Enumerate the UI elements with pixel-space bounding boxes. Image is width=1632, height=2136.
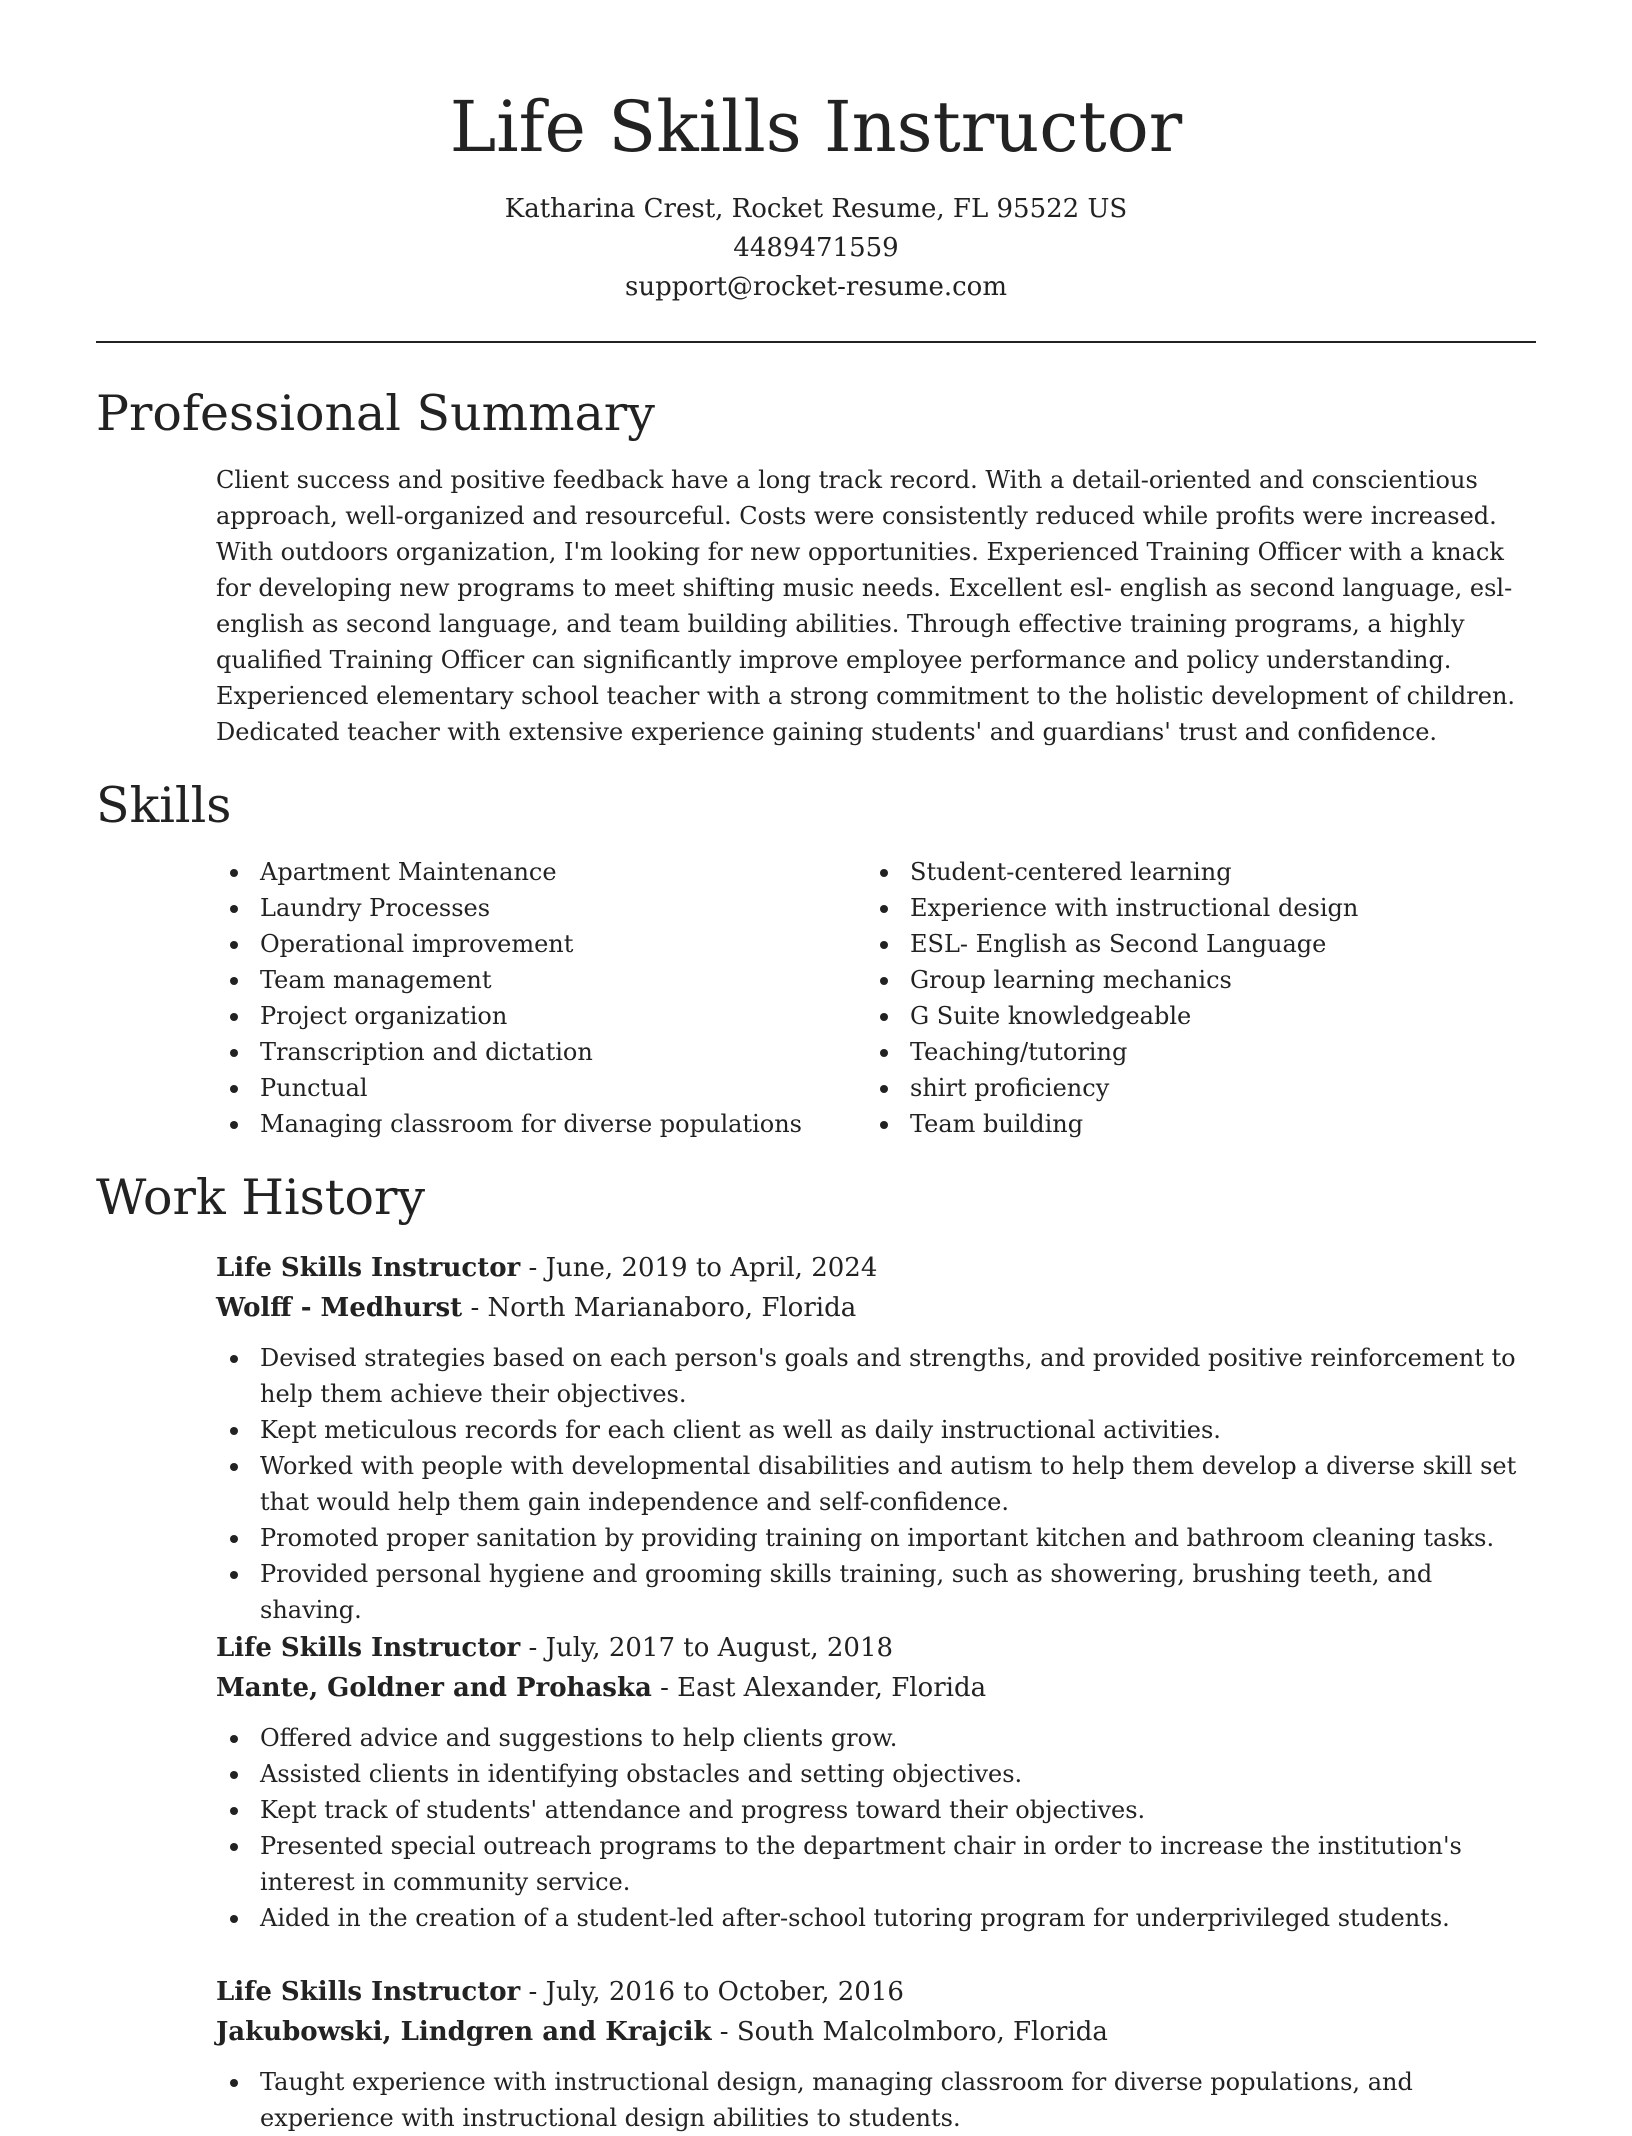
job-bullet: Taught experience with instructional design, managing classroom for diverse populations, and experience with instructional design abilities to students. [260,2064,1536,2136]
job-company: Mante, Goldner and Prohaska [216,1673,652,1703]
job-entry [216,1248,1536,1628]
job-dates: June, 2019 to April, 2024 [545,1253,878,1283]
job-bullets [216,1340,1536,1628]
job-entry [216,1628,1536,1936]
job-title-line: Life Skills Instructor - June, 2019 to April, 2024 [216,1253,878,1283]
contact-block [96,190,1536,307]
skill-item: Laundry Processes [260,890,870,926]
job-bullet: Assisted clients in identifying obstacles and setting objectives. [260,1756,1536,1792]
job-title: Life Skills Instructor [216,1633,521,1663]
summary-text: Client success and positive feedback have a long track record. With a detail-oriented and conscientious approach, well-organized and resourceful. Costs were consistently reduced while profits were increased. With outdoors organization, I'm looking for new opportunities. Experienced Training Officer with a knack for developing new programs to meet shifting music needs. Excellent esl- english as second language, esl- english as second language, and team building abilities. Through effective training programs, a highly qualified Training Officer can significantly improve employee performance and policy understanding. Experienced elementary school teacher with a strong commitment to the holistic development of children. Dedicated teacher with extensive experience gaining students' and guardians' trust and confidence. [216,466,1516,746]
header-divider [96,341,1536,343]
job-location: East Alexander, Florida [677,1673,987,1703]
job-bullet: Aided in the creation of a student-led after-school tutoring program for underprivileged students. [260,1900,1536,1936]
skills-heading: Skills [96,777,232,834]
job-dates: July, 2016 to October, 2016 [545,1977,904,2007]
resume-title: Life Skills Instructor [449,86,1183,168]
summary-heading: Professional Summary [96,385,655,442]
job-bullet: Offered advice and suggestions to help clients grow. [260,1720,1536,1756]
job-location: North Marianaboro, Florida [487,1293,857,1323]
skills-list-left [216,854,870,1142]
skills-list-right [866,854,1570,1142]
contact-address: Katharina Crest, Rocket Resume, FL 95522 US [504,194,1128,224]
skill-item: shirt proficiency [910,1070,1570,1106]
contact-phone: 4489471559 [733,233,899,263]
job-bullet: Kept track of students' attendance and progress toward their objectives. [260,1792,1536,1828]
job-bullets [216,1720,1536,1936]
job-title-line: Life Skills Instructor - July, 2016 to October, 2016 [216,1977,904,2007]
job-entry [216,1972,1536,2136]
skill-item: G Suite knowledgeable [910,998,1570,1034]
skill-item: ESL- English as Second Language [910,926,1570,962]
job-company-line: Mante, Goldner and Prohaska - East Alexander, Florida [216,1673,987,1703]
job-location: South Malcolmboro, Florida [736,2017,1108,2047]
skill-item: Student-centered learning [910,854,1570,890]
skill-item: Experience with instructional design [910,890,1570,926]
job-dates: July, 2017 to August, 2018 [545,1633,894,1663]
resume-page [96,0,1536,2132]
skill-item: Punctual [260,1070,870,1106]
job-bullet: Promoted proper sanitation by providing training on important kitchen and bathroom cleaning tasks. [260,1520,1536,1556]
job-company: Jakubowski, Lindgren and Krajcik [216,2017,712,2047]
skill-item: Transcription and dictation [260,1034,870,1070]
job-title-line: Life Skills Instructor - July, 2017 to August, 2018 [216,1633,894,1663]
job-company: Wolff - Medhurst [216,1293,463,1323]
job-bullet: Worked with people with developmental disabilities and autism to help them develop a diverse skill set that would help them gain independence and self-confidence. [260,1448,1536,1520]
job-bullets [216,2064,1536,2136]
skill-item: Teaching/tutoring [910,1034,1570,1070]
job-title: Life Skills Instructor [216,1253,521,1283]
contact-email: support@rocket-resume.com [624,272,1007,302]
skill-item: Team management [260,962,870,998]
skill-item: Group learning mechanics [910,962,1570,998]
job-company-line: Jakubowski, Lindgren and Krajcik - South Malcolmboro, Florida [216,2017,1108,2047]
work-heading: Work History [96,1169,426,1226]
job-bullet: Provided personal hygiene and grooming skills training, such as showering, brushing teeth, and shaving. [260,1556,1536,1628]
job-company-line: Wolff - Medhurst - North Marianaboro, Florida [216,1293,857,1323]
job-title: Life Skills Instructor [216,1977,521,2007]
skill-item: Operational improvement [260,926,870,962]
skill-item: Apartment Maintenance [260,854,870,890]
job-bullet: Devised strategies based on each person's goals and strengths, and provided positive reinforcement to help them achieve their objectives. [260,1340,1536,1412]
job-bullet: Kept meticulous records for each client as well as daily instructional activities. [260,1412,1536,1448]
skill-item: Team building [910,1106,1570,1142]
skill-item: Project organization [260,998,870,1034]
skill-item: Managing classroom for diverse populations [260,1106,870,1142]
job-bullet: Presented special outreach programs to the department chair in order to increase the institution's interest in community service. [260,1828,1536,1900]
